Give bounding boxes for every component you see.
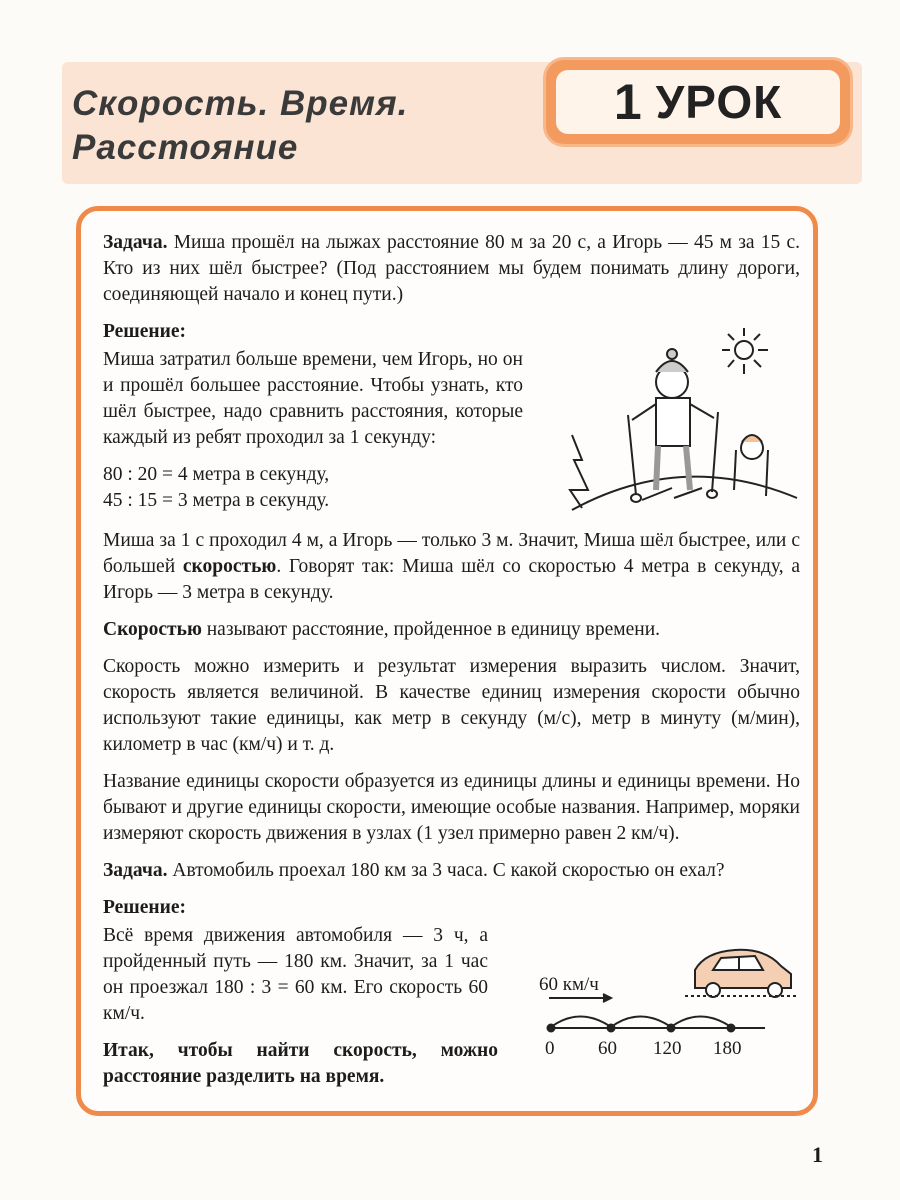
- paragraph-1: [103, 528, 800, 606]
- sun-icon: [735, 341, 753, 359]
- tick-label: 120: [653, 1038, 682, 1059]
- sun-rays: [722, 328, 768, 374]
- conclusion: [103, 1038, 498, 1090]
- paragraph-1-bold: скоростью: [182, 556, 277, 577]
- task1-paragraph: [103, 230, 800, 308]
- tree: [570, 435, 588, 508]
- task2-label: Задача.: [103, 860, 168, 881]
- speed-label: 60 км/ч: [539, 974, 599, 995]
- page-title: [72, 82, 408, 170]
- car-icon: [685, 950, 797, 997]
- task1-solution-text: Миша затратил больше времени, чем Игорь, но он и прошёл большее расстояние. Чтобы узнать, кто шёл быстрее, надо сравнить расстояния, которые каждый из ребят проходил за 1 секунду:: [103, 349, 523, 448]
- number-line-illustration: [535, 940, 800, 1060]
- paragraph-1-start: Миша за 1 с проходил 4 м, а Игорь — только 3 м. Значит, Миша шёл быстрее, или с большей: [103, 530, 800, 577]
- tick-label: 0: [545, 1038, 555, 1059]
- definition-paragraph: [103, 617, 800, 643]
- task1-text: Миша прошёл на лыжах расстояние 80 м за 20 с, а Игорь — 45 м за 15 с. Кто из них шёл быстрее? (Под расстоянием мы будем понимать длину дороги, соединяющей начало и конец пути.): [103, 232, 800, 305]
- task1-label: Задача.: [103, 232, 168, 253]
- lesson-word: УРОК: [655, 76, 783, 128]
- definition-end: называют расстояние, пройденное в единицу времени.: [201, 619, 661, 640]
- formula-2: 45 : 15 = 3 метра в секунду.: [103, 490, 330, 511]
- lesson-badge-inner: [556, 70, 840, 134]
- paragraph-1-end: . Говорят так: Миша шёл со скоростью 4 метра в секунду, а Игорь — 3 метра в секунду.: [103, 556, 800, 603]
- task2-solution-text: Всё время движения автомобиля — 3 ч, а пройденный путь — 180 км. Значит, за 1 час он проезжал 180 : 3 = 60 км. Его скорость 60 км/ч.: [103, 925, 488, 1024]
- task1-solution-label: Решение:: [103, 321, 187, 342]
- lesson-number: 1: [613, 74, 642, 130]
- title-line-2: Расстояние: [72, 128, 299, 167]
- task2-solution-label: Решение:: [103, 897, 187, 918]
- tick-label: 180: [713, 1038, 742, 1059]
- task2-paragraph: [103, 858, 800, 884]
- lesson-badge: [546, 60, 850, 144]
- skier-illustration: [552, 320, 802, 515]
- conclusion-start: Итак,: [103, 1040, 178, 1061]
- paragraph-4: Название единицы скорости образуется из единицы длины и единицы времени. Но бывают и другие единицы скорости, имеющие особые названия. Например, моряки измеряют скорость движения в узлах (1 узел примерно равен 2 км/ч).: [103, 771, 800, 844]
- conclusion-bold: чтобы найти скорость: [177, 1040, 412, 1061]
- paragraph-3: Скорость можно измерить и результат измерения выразить числом. Значит, скорость является величиной. В качестве единиц измерения скорости обычно используют такие единицы, как метр в секунду (м/с), метр в минуту (м/мин), километр в час (км/ч) и т. д.: [103, 656, 800, 755]
- conclusion-end: , можно расстояние разделить на время.: [103, 1040, 498, 1087]
- definition-bold: Скоростью: [103, 619, 202, 640]
- formula-1: 80 : 20 = 4 метра в секунду,: [103, 464, 330, 485]
- title-line-1: Скорость. Время.: [72, 84, 409, 123]
- page-number: 1: [812, 1142, 823, 1167]
- task2-text: Автомобиль проехал 180 км за 3 часа. С какой скоростью он ехал?: [167, 860, 725, 881]
- tick-label: 60: [598, 1038, 617, 1059]
